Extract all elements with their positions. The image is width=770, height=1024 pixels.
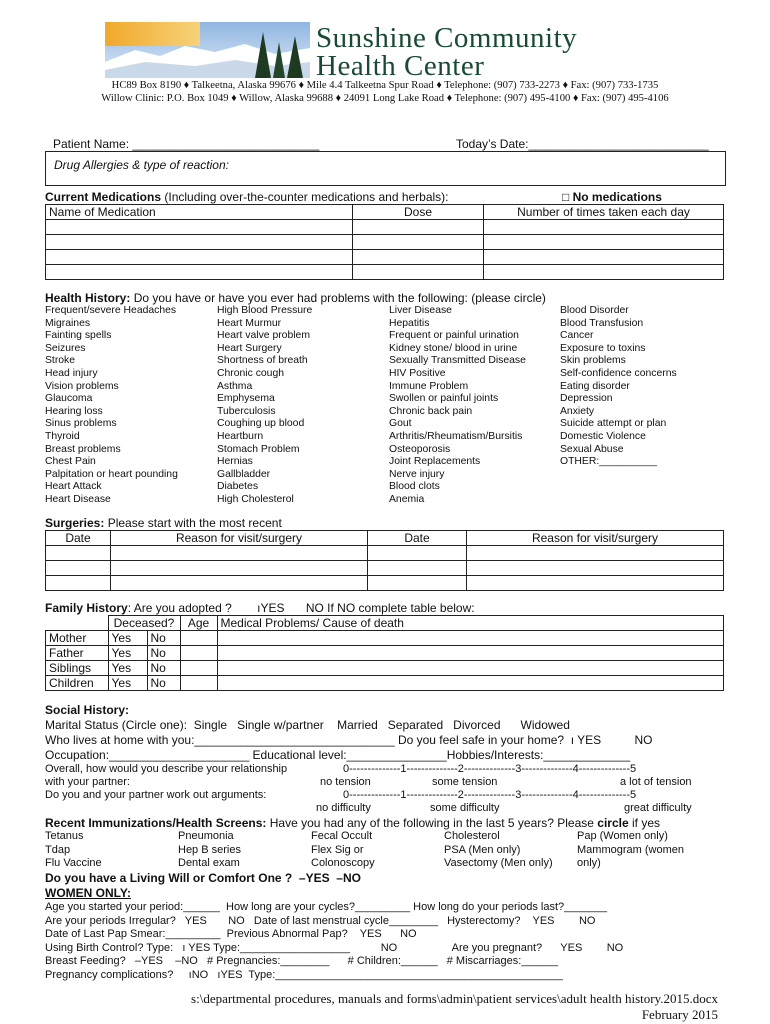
- women-question-line[interactable]: Pregnancy complications? ıNO ıYES Type:_______________________________________________: [45, 968, 563, 981]
- family-who: Children: [46, 676, 109, 691]
- condition-item[interactable]: Immune Problem: [389, 380, 469, 392]
- condition-item[interactable]: Gallbladder: [217, 468, 271, 480]
- arguments-scale[interactable]: 0--------------1--------------2--------------3--------------4--------------5: [343, 789, 637, 801]
- condition-item[interactable]: Palpitation or heart pounding: [45, 468, 178, 480]
- table-row[interactable]: [46, 576, 724, 591]
- table-row[interactable]: [46, 220, 724, 235]
- med-header-times: Number of times taken each day: [484, 205, 724, 220]
- medications-table: [45, 204, 724, 280]
- condition-item[interactable]: Coughing up blood: [217, 418, 305, 430]
- screen-item[interactable]: Flu Vaccine: [45, 857, 102, 869]
- condition-item[interactable]: Asthma: [217, 380, 253, 392]
- family-history-heading: [45, 601, 475, 615]
- table-row[interactable]: [46, 235, 724, 250]
- table-row[interactable]: [46, 250, 724, 265]
- condition-item[interactable]: Hearing loss: [45, 405, 103, 417]
- immunizations-col4: [444, 830, 553, 871]
- condition-item[interactable]: Osteoporosis: [389, 443, 451, 455]
- table-row[interactable]: [46, 561, 724, 576]
- lives-with-line[interactable]: Who lives at home with you:______________________________ Do you feel safe in your home? ı YES NO: [45, 733, 653, 747]
- scale2-mid: some difficulty: [430, 802, 500, 814]
- drug-allergies-box[interactable]: [45, 151, 726, 186]
- health-history-title: Health History:: [45, 291, 131, 305]
- surgery-header-reason: Reason for visit/surgery: [111, 531, 368, 546]
- surgery-header-date: Date: [46, 531, 111, 546]
- condition-item[interactable]: Cancer: [560, 330, 594, 342]
- family-yes[interactable]: Yes: [108, 631, 147, 646]
- women-only-title: WOMEN ONLY:: [45, 886, 131, 900]
- condition-item[interactable]: Migraines: [45, 317, 91, 329]
- surgeries-prompt: Please start with the most recent: [107, 516, 282, 530]
- surgeries-heading: [45, 516, 282, 530]
- condition-item[interactable]: Shortness of breath: [217, 355, 308, 367]
- condition-item[interactable]: Frequent/severe Headaches: [45, 305, 177, 316]
- women-question-line[interactable]: Using Birth Control? Type: ı YES Type:__________________ NO Are you pregnant? YES NO: [45, 941, 624, 954]
- immunizations-col1: [45, 830, 102, 871]
- scale2-low: no difficulty: [316, 802, 371, 814]
- family-no[interactable]: No: [147, 676, 180, 691]
- condition-item[interactable]: Sexually Transmitted Disease: [389, 355, 526, 367]
- condition-item[interactable]: High Cholesterol: [217, 493, 294, 505]
- immunizations-heading: [45, 816, 660, 830]
- address-main: HC89 Box 8190 ♦ Talkeetna, Alaska 99676 ♦ Mile 4.4 Talkeetna Spur Road ♦ Telephone: (907) 733-2273 ♦ Fax: (907) 733-1735: [111, 80, 659, 91]
- condition-item[interactable]: Chronic back pain: [389, 405, 473, 417]
- family-who: Mother: [46, 631, 109, 646]
- table-row: [46, 205, 724, 220]
- screen-item[interactable]: PSA (Men only): [444, 843, 521, 856]
- family-yes[interactable]: Yes: [108, 661, 147, 676]
- condition-item[interactable]: Swollen or painful joints: [389, 393, 499, 405]
- condition-item[interactable]: Heart Surgery: [217, 342, 282, 354]
- condition-item[interactable]: Domestic Violence: [560, 430, 646, 442]
- drug-allergies-label: Drug Allergies & type of reaction:: [54, 158, 229, 172]
- table-row[interactable]: [46, 676, 724, 691]
- table-row: [46, 616, 724, 631]
- condition-item[interactable]: Breast problems: [45, 443, 121, 455]
- condition-item[interactable]: Blood clots: [389, 481, 440, 493]
- surgeries-table: [45, 530, 724, 591]
- todays-date-field[interactable]: Today’s Date:___________________________: [456, 137, 709, 151]
- scale1-high: a lot of tension: [620, 776, 692, 788]
- adopted-yes-option[interactable]: ıYES: [257, 601, 285, 615]
- family-header-problems: Medical Problems/ Cause of death: [217, 616, 724, 631]
- condition-item[interactable]: OTHER:__________: [560, 456, 658, 468]
- condition-item[interactable]: Heartburn: [217, 430, 264, 442]
- table-row[interactable]: [46, 631, 724, 646]
- table-row[interactable]: [46, 546, 724, 561]
- screen-item[interactable]: Colonoscopy: [311, 857, 375, 869]
- marital-status-line[interactable]: Marital Status (Circle one): Single Single w/partner Married Separated Divorced Widowed: [45, 718, 570, 732]
- condition-item[interactable]: Anemia: [389, 493, 425, 505]
- family-no[interactable]: No: [147, 631, 180, 646]
- family-no[interactable]: No: [147, 661, 180, 676]
- condition-item[interactable]: Eating disorder: [560, 380, 630, 392]
- condition-item[interactable]: Gout: [389, 418, 412, 430]
- condition-item[interactable]: Liver Disease: [389, 305, 452, 316]
- screen-item[interactable]: Tetanus: [45, 830, 84, 842]
- relationship-scale[interactable]: 0--------------1--------------2--------------3--------------4--------------5: [343, 763, 637, 775]
- screen-item[interactable]: Dental exam: [178, 857, 240, 869]
- medications-heading: [45, 190, 449, 204]
- logo: [105, 22, 310, 78]
- org-name-line1: Sunshine Community: [316, 22, 578, 54]
- screen-item[interactable]: only): [577, 857, 601, 869]
- relationship-question-cont: with your partner:: [45, 776, 130, 788]
- family-history-title: Family History: [45, 601, 128, 615]
- condition-item[interactable]: HIV Positive: [389, 367, 446, 379]
- surgery-header-date2: Date: [368, 531, 467, 546]
- immunizations-col5: [577, 830, 684, 871]
- family-header-age: Age: [180, 616, 217, 631]
- condition-item[interactable]: Skin problems: [560, 355, 626, 367]
- condition-item[interactable]: Sinus problems: [45, 418, 117, 430]
- condition-item[interactable]: Kidney stone/ blood in urine: [389, 342, 518, 354]
- logo-landscape-icon: [105, 22, 310, 78]
- medications-title: Current Medications: [45, 190, 162, 204]
- condition-item[interactable]: Diabetes: [217, 481, 259, 493]
- screen-item[interactable]: Hep B series: [178, 843, 241, 856]
- condition-item[interactable]: Heart Murmur: [217, 317, 282, 329]
- condition-item[interactable]: Thyroid: [45, 430, 80, 442]
- scale1-mid: some tension: [432, 776, 498, 788]
- occupation-line[interactable]: Occupation:_____________________ Educational level:_______________Hobbies/Interests:_____________: [45, 748, 631, 762]
- no-medications-checkbox[interactable]: □ No medications: [562, 190, 662, 204]
- scale1-low: no tension: [320, 776, 371, 788]
- health-history-col4: [560, 305, 677, 469]
- address-willow: Willow Clinic: P.O. Box 1049 ♦ Willow, Alaska 99688 ♦ 24091 Long Lake Road ♦ Telephone: (907) 495-4100 ♦ Fax: (907) 495-4106: [101, 93, 669, 104]
- immunizations-circle: circle: [597, 816, 629, 830]
- health-history-prompt: Do you have or have you ever had problems with the following: (please circle): [133, 291, 546, 305]
- immunizations-col2: [178, 830, 241, 871]
- women-question-line[interactable]: Breast Feeding? –YES –NO # Pregnancies:________ # Children:______ # Miscarriages:______: [45, 955, 559, 968]
- condition-item[interactable]: Fainting spells: [45, 330, 112, 342]
- condition-item[interactable]: Blood Disorder: [560, 305, 629, 316]
- immunizations-col3: [311, 830, 375, 871]
- condition-item[interactable]: Tuberculosis: [217, 405, 276, 417]
- arguments-question: Do you and your partner work out arguments:: [45, 789, 267, 801]
- screen-item[interactable]: Mammogram (women: [577, 843, 684, 856]
- condition-item[interactable]: Frequent or painful urination: [389, 330, 519, 342]
- condition-item[interactable]: Vision problems: [45, 380, 119, 392]
- adopted-no-option[interactable]: NO If NO complete table below:: [305, 601, 475, 615]
- condition-item[interactable]: Blood Transfusion: [560, 317, 644, 329]
- condition-item[interactable]: Stroke: [45, 355, 76, 367]
- condition-item[interactable]: Emphysema: [217, 393, 275, 405]
- social-history-title: Social History:: [45, 703, 130, 717]
- screen-item[interactable]: Cholesterol: [444, 830, 500, 842]
- condition-item[interactable]: High Blood Pressure: [217, 305, 313, 316]
- family-who: Father: [46, 646, 109, 661]
- condition-item[interactable]: Head injury: [45, 367, 98, 379]
- family-who: Siblings: [46, 661, 109, 676]
- living-will-question[interactable]: Do you have a Living Will or Comfort One ? –YES –NO: [45, 871, 361, 885]
- condition-item[interactable]: Chronic cough: [217, 367, 285, 379]
- screen-item[interactable]: Flex Sig or: [311, 843, 364, 856]
- health-history-col2: [217, 305, 312, 507]
- condition-item[interactable]: Glaucoma: [45, 393, 93, 405]
- scale2-high: great difficulty: [624, 802, 692, 814]
- med-header-dose: Dose: [353, 205, 484, 220]
- women-only-section: [45, 901, 623, 983]
- condition-item[interactable]: Stomach Problem: [217, 443, 300, 455]
- table-row[interactable]: [46, 661, 724, 676]
- condition-item[interactable]: Heart Attack: [45, 481, 102, 493]
- condition-item[interactable]: Nerve injury: [389, 468, 445, 480]
- condition-item[interactable]: Depression: [560, 393, 613, 405]
- surgery-header-reason2: Reason for visit/surgery: [467, 531, 724, 546]
- screen-item[interactable]: Vasectomy (Men only): [444, 857, 553, 869]
- condition-item[interactable]: Heart Disease: [45, 493, 111, 505]
- women-question-line[interactable]: Are your periods Irregular? YES NO Date of last menstrual cycle________ Hysterectomy? YES NO: [45, 914, 596, 927]
- footer-path: s:\departmental procedures, manuals and forms\admin\patient services\adult health history.2015.docx: [191, 991, 718, 1006]
- table-row: [46, 531, 724, 546]
- women-question-line[interactable]: Date of Last Pap Smear:_________ Previous Abnormal Pap? YES NO: [45, 928, 417, 941]
- family-no[interactable]: No: [147, 646, 180, 661]
- condition-item[interactable]: Anxiety: [560, 405, 595, 417]
- family-history-prompt: : Are you adopted ?: [127, 601, 232, 615]
- condition-item[interactable]: Hernias: [217, 456, 253, 468]
- condition-item[interactable]: Self-confidence concerns: [560, 367, 677, 379]
- relationship-question: Overall, how would you describe your relationship: [45, 763, 288, 775]
- screen-item[interactable]: Pap (Women only): [577, 830, 668, 842]
- condition-item[interactable]: Arthritis/Rheumatism/Bursitis: [389, 430, 523, 442]
- condition-item[interactable]: Hepatitis: [389, 317, 430, 329]
- medications-subtitle: (Including over-the-counter medications and herbals):: [164, 190, 449, 204]
- condition-item[interactable]: Exposure to toxins: [560, 342, 646, 354]
- table-row[interactable]: [46, 265, 724, 280]
- health-history-col1: [45, 305, 178, 507]
- table-row[interactable]: [46, 646, 724, 661]
- condition-item[interactable]: Chest Pain: [45, 456, 96, 468]
- surgeries-title: Surgeries:: [45, 516, 105, 530]
- org-name-line2: Health Center: [316, 50, 485, 82]
- health-history-heading: [45, 291, 546, 305]
- family-yes[interactable]: Yes: [108, 646, 147, 661]
- condition-item[interactable]: Sexual Abuse: [560, 443, 624, 455]
- patient-name-field[interactable]: Patient Name: ____________________________: [53, 137, 320, 151]
- condition-item[interactable]: Joint Replacements: [389, 456, 481, 468]
- immunizations-prompt: Have you had any of the following in the last 5 years? Please: [269, 816, 594, 830]
- condition-item[interactable]: Seizures: [45, 342, 86, 354]
- immunizations-title: Recent Immunizations/Health Screens:: [45, 816, 267, 830]
- family-header-deceased: Deceased?: [108, 616, 180, 631]
- screen-item[interactable]: Fecal Occult: [311, 830, 373, 842]
- immunizations-ifyes: if yes: [631, 816, 660, 830]
- condition-item[interactable]: Heart valve problem: [217, 330, 310, 342]
- family-yes[interactable]: Yes: [108, 676, 147, 691]
- family-history-table: [45, 615, 724, 691]
- health-history-col3: [389, 305, 526, 507]
- women-question-line[interactable]: Age you started your period:______ How long are your cycles?_________ How long do your periods last?_______: [45, 901, 607, 913]
- med-header-name: Name of Medication: [46, 205, 353, 220]
- screen-item[interactable]: Pneumonia: [178, 830, 234, 842]
- condition-item[interactable]: Suicide attempt or plan: [560, 418, 667, 430]
- footer-date: February 2015: [641, 1007, 718, 1022]
- screen-item[interactable]: Tdap: [45, 843, 71, 856]
